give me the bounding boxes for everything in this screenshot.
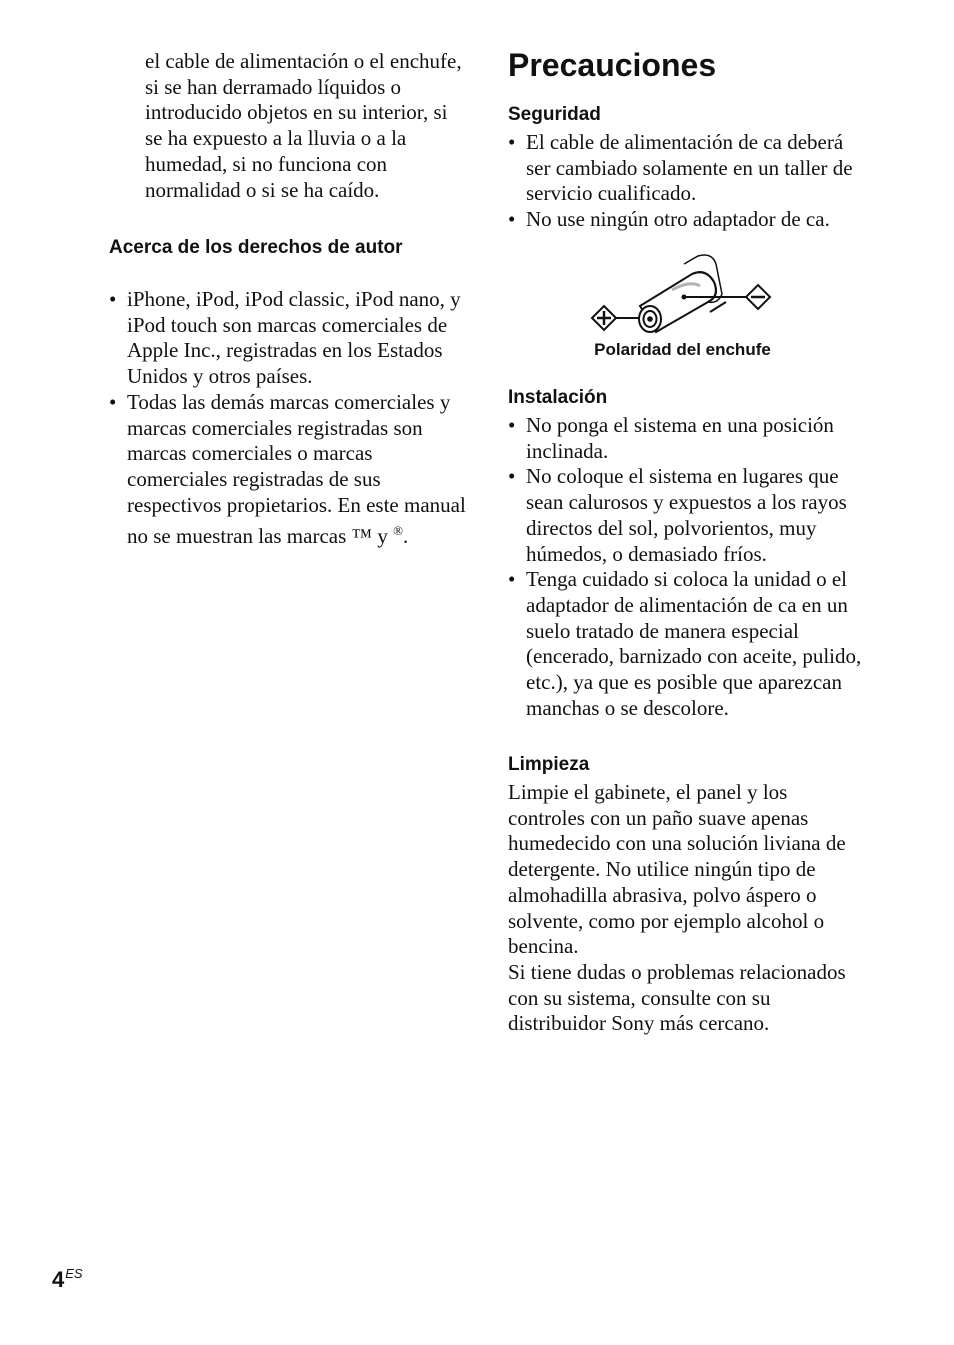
installation-heading: Instalación — [508, 387, 608, 408]
intro-paragraph: el cable de alimentación o el enchufe, si se han derramado líquidos o introducido objetos en su interior, si se ha expuesto a la lluvia o a la humedad, si no funciona con normalidad o si se ha caído. — [145, 49, 462, 202]
figure-caption: Polaridad del enchufe — [594, 340, 771, 359]
page-number: $4^{ES}$ — [52, 1266, 83, 1292]
minus-polarity-icon — [746, 285, 770, 309]
cleaning-heading: Limpieza — [508, 754, 590, 775]
list-item: • No use ningún otro adaptador de ca. — [508, 207, 868, 233]
list-item: • No coloque el sistema en lugares que sean calurosos y expuestos a los rayos directos del sol, polvorientos, muy húmedos, o demasiado fríos. — [508, 464, 868, 567]
cleaning-paragraph: Si tiene dudas o problemas relacionados con su sistema, consulte con su distribuidor Sony más cercano. — [508, 959, 846, 1036]
safety-heading: Seguridad — [508, 104, 601, 125]
registered-symbol: ® — [393, 523, 403, 539]
list-item: • Todas las demás marcas comerciales y marcas comerciales registradas son marcas comerciales o marcas comerciales registradas de sus respectivos propietarios. En este manual no se muestran las marcas ™ y ®. — [109, 390, 469, 550]
list-item: • No ponga el sistema en una posición inclinada. — [508, 413, 868, 464]
language-code: ES — [65, 1266, 83, 1281]
plug-polarity-icon — [639, 255, 726, 332]
list-item: • iPhone, iPod, iPod classic, iPod nano, y iPod touch son marcas comerciales de Apple Inc., registradas en los Estados Unidos y otros países. — [109, 287, 469, 390]
cleaning-section — [508, 780, 868, 1037]
copyright-heading: Acerca de los derechos de autor — [109, 237, 403, 258]
plus-polarity-icon — [592, 306, 616, 330]
installation-list — [508, 413, 868, 721]
list-item: • El cable de alimentación de ca deberá ser cambiado solamente en un taller de servicio cualificado. — [508, 130, 868, 207]
final-period: . — [402, 524, 409, 549]
safety-list — [508, 130, 868, 233]
cleaning-paragraph: Limpie el gabinete, el panel y los controles con un paño suave apenas humedecido con una solución liviana de detergente. No utilice ningún tipo de almohadilla abrasiva, polvo áspero o solvente, como por ejemplo alcohol o bencina. — [508, 780, 846, 959]
list-item: • Tenga cuidado si coloca la unidad o el adaptador de alimentación de ca en un suelo tratado de manera especial (encerado, barnizado con aceite, pulido, etc.), ya que es posible que aparezcan manchas o se descolore. — [508, 567, 868, 721]
page-title: Precauciones — [508, 47, 717, 83]
copyright-list — [109, 287, 469, 550]
